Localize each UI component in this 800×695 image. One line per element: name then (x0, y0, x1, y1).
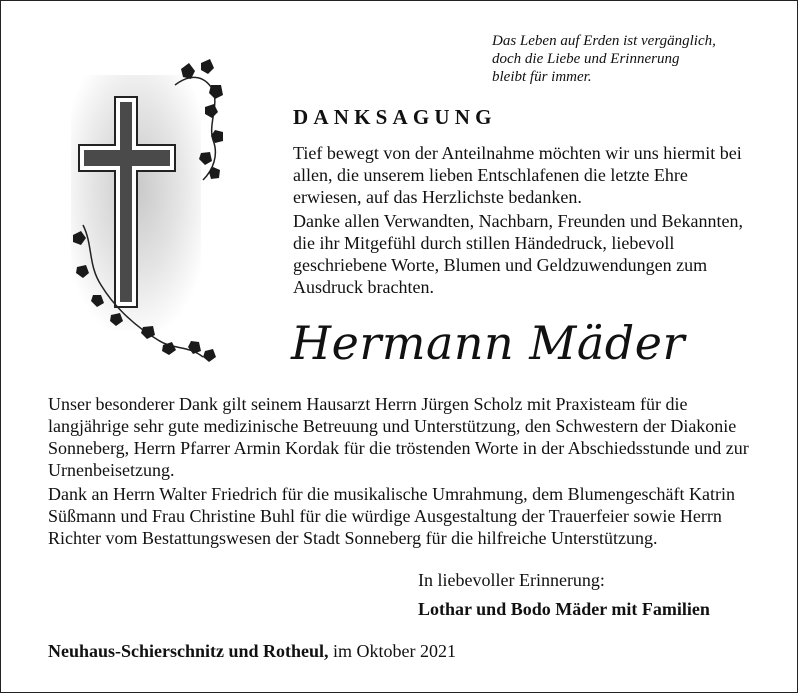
quote-line: bleibt für immer. (492, 69, 592, 85)
quote-line: Das Leben auf Erden ist vergänglich, (492, 33, 716, 49)
quote-line: doch die Liebe und Erinnerung (492, 51, 680, 67)
thanks-paragraph-3: Unser besonderer Dank gilt seinem Hausarzt Herrn Jürgen Scholz mit Praxisteam für die langjährige sehr gute medizinische Betreuung und Unterstützung, den Schwestern der Diakonie Sonneberg, Herrn Pfarrer Armin Kordak für die tröstenden Worte in der Abschiedsstunde und zur Urnenbeisetzung. (48, 394, 749, 480)
footer-place: Neuhaus-Schierschnitz und Rotheul, (48, 641, 329, 661)
thanks-paragraph-4: Dank an Herrn Walter Friedrich für die musikalische Umrahmung, dem Blumengeschäft Katrin Süßmann und Frau Christine Buhl für die würdige Ausgestaltung der Trauerfeier sowie Herrn Richter vom Bestattungswesen der Stadt Sonneberg für die hilfreiche Unterstützung. (48, 484, 736, 548)
footer-date: im Oktober 2021 (328, 641, 457, 661)
footer-place-date (48, 640, 456, 662)
cross-with-ivy-icon (63, 45, 233, 365)
signers: Lothar und Bodo Mäder mit Familien (418, 599, 710, 619)
deceased-name: Hermann Mäder (291, 316, 685, 370)
memorial-quote (492, 32, 782, 86)
thanks-paragraph-1: Tief bewegt von der Anteilnahme möchten wir uns hiermit bei allen, die unserem lieben Entschlafenen die letzte Ehre erwiesen, auf das Herzlichste bedanken. (293, 143, 742, 207)
heading-danksagung: DANKSAGUNG (293, 105, 497, 129)
thanks-paragraph-2: Danke allen Verwandten, Nachbarn, Freunden und Bekannten, die ihr Mitgefühl durch stillen Händedruck, liebevoll geschriebene Worte, Blumen und Geldzuwendungen zum Ausdruck brachten. (293, 211, 744, 297)
closing-line: In liebevoller Erinnerung: (418, 570, 605, 590)
